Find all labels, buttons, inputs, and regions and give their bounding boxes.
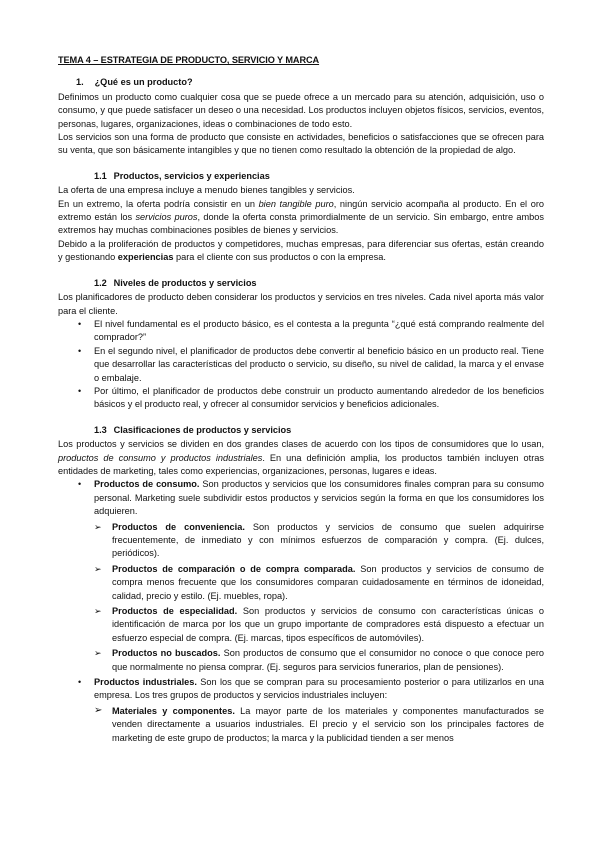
arrow-bullet-icon: ➢ [94,521,102,532]
section-1-2-paragraph-1: Los planificadores de producto deben considerar los productos y servicios en tres niveles. Cada nivel aporta más valor para el cliente. [58,292,544,316]
sub-list-item-text: La mayor parte de los materiales y componentes manufacturados se venden directamente a usuarios industriales. El precio y el servicio son los principales factores de marketing de este grupo de productos; la marca y la publicidad tienden a ser menos [112,705,545,743]
text-run: Los productos y servicios se dividen en dos grandes clases de acuerdo con los tipos de consumidores que lo usan, [58,439,544,450]
section-1-title: ¿Qué es un producto? [94,77,193,88]
list-item-text: En el segundo nivel, el planificador de productos debe convertir al beneficio básico en un producto real. Tiene que desarrollar las características del producto o servicio, su diseño, su nivel de calidad, la marca y el envase o embalaje. [94,345,544,383]
bullet-icon: • [78,677,82,688]
list-item-text: Por último, el planificador de productos debe construir un producto aumentando alrededor de los beneficios básicos y el producto real, y ofrecer al consumidor servicios y beneficios adicionales. [94,385,544,410]
italic-term: servicios puros [135,212,198,223]
section-1-1-paragraph-3 [58,238,544,265]
sub-list-item-text: Son productos y servicios de consumo con características únicas o identificación de marca por los que un grupo importante de compradores está dispuesto a efectuar un esfuerzo especial de compra. (Ej. marcas, tipos específicos de automóviles). [112,606,544,643]
sub-list-item-text: Son productos y servicios de consumo que suelen adquirirse frecuentemente, de inmediato y con mínimos esfuerzos de comparación y compra. (Ej. dulces, periódicos). [112,521,544,559]
section-1-3-paragraph-1 [58,438,544,478]
text-run: , donde la oferta consta primordialmente de un servicio. Sin embargo, entre ambos extremos hay muchas combinaciones posibles de bienes y servicios. [58,212,544,236]
bold-term: experiencias [117,252,174,263]
bullet-icon: • [78,385,82,396]
sub-list-item [58,705,544,745]
list-item-industriales [58,676,544,703]
section-1-3-number: 1.3 [94,424,107,435]
sub-list-item-label: Productos de comparación o de compra comparada. [112,563,356,574]
list-item [58,345,544,385]
text-run: , ningún servicio acompaña al producto. En el oro extremo están los [58,198,544,223]
text-run: . En una definición amplia, los productos también incluyen otras entidades de marketing, tales como experiencias, organizaciones, personas, lugares e ideas. [58,452,544,476]
sub-list-item-text: Son productos y servicios de consumo de compra menos frecuente que los consumidores comparan cuidadosamente en términos de idoneidad, calidad, precio y estilo. (Ej. muebles, ropa). [112,563,544,601]
list-item-text: El nivel fundamental es el producto básico, es el contesta a la pregunta “¿qué está comprando realmente del comprador?” [94,318,544,343]
section-1-1-title: Productos, servicios y experiencias [113,170,270,181]
section-1-2-number: 1.2 [94,277,107,288]
text-run: para el cliente con sus productos o con la empresa. [173,252,386,263]
list-item-text: Son productos y servicios que los consumidores finales compran para su consumo personal. Marketing suele subdividir estos productos y servicios según la forma en que los consumidores los adquieren. [94,479,544,517]
italic-term: bien tangible puro [258,198,334,209]
list-item-label: Productos de consumo. [94,479,200,490]
sub-list-item-label: Productos no buscados. [112,648,221,659]
document-page [58,54,544,745]
bullet-icon: • [78,318,82,329]
text-run: Debido a la proliferación de productos y competidores, muchas empresas, para diferenciar sus ofertas, están creando y gestionando [58,238,544,263]
list-item-consumo [58,478,544,518]
text-run: En un extremo, la oferta podría consistir en un [58,198,259,209]
section-1-3-heading [94,424,544,437]
list-item-label: Productos industriales. [94,677,197,688]
document-title: TEMA 4 – ESTRATEGIA DE PRODUCTO, SERVICIO Y MARCA [58,55,320,65]
sub-list-item [58,647,544,674]
arrow-bullet-icon: ➢ [94,704,103,716]
italic-term: productos de consumo y productos industriales [58,452,263,463]
sub-list-item-label: Materiales y componentes. [112,705,235,716]
arrow-bullet-icon: ➢ [94,648,102,659]
sub-list-item [58,521,544,561]
section-1-number: 1. [76,77,84,88]
sub-list-item [58,605,544,645]
section-1-heading [76,76,544,89]
section-1-1-paragraph-2 [58,198,544,238]
section-1-1-paragraph-1: La oferta de una empresa incluye a menudo bienes tangibles y servicios. [58,185,355,196]
arrow-bullet-icon: ➢ [94,606,102,617]
list-item [58,318,544,345]
section-1-paragraph-2: Los servicios son una forma de producto que consiste en actividades, beneficios o satisfacciones que se ofrecen para su venta, que son básicamente intangibles y que no tienen como resultado la obtención de la propiedad de algo. [58,132,544,156]
bullet-icon: • [78,479,82,490]
sub-list-item-label: Productos de conveniencia. [112,521,245,532]
section-1-2-heading [94,277,544,290]
section-1-3-title: Clasificaciones de productos y servicios [113,424,292,435]
section-1-2-title: Niveles de productos y servicios [113,277,257,288]
list-item-text: Son los que se compran para su procesamiento posterior o para utilizarlos en una empresa. Los tres grupos de productos y servicios industriales incluyen: [94,677,545,701]
section-1-paragraph-1: Definimos un producto como cualquier cosa que se puede ofrece a un mercado para su atención, adquisición, uso o consumo, y que puede satisfacer un deseo o una necesidad. Los productos incluyen objetos físicos, servicios, eventos, personas, lugares, organizaciones, ideas o combinaciones de todo esto. [58,91,544,129]
sub-list-item-text: Son productos de consumo que el consumidor no conoce o que conoce pero que normalmente no piensa comprar. (Ej. seguros para servicios funerarios, plan de pensiones). [112,648,544,672]
sub-list-item-label: Productos de especialidad. [112,606,238,617]
section-1-1-number: 1.1 [94,170,107,181]
arrow-bullet-icon: ➢ [94,563,102,574]
bullet-icon: • [78,345,82,356]
sub-list-item [58,563,544,603]
list-item [58,385,544,412]
section-1-1-heading [94,170,544,183]
